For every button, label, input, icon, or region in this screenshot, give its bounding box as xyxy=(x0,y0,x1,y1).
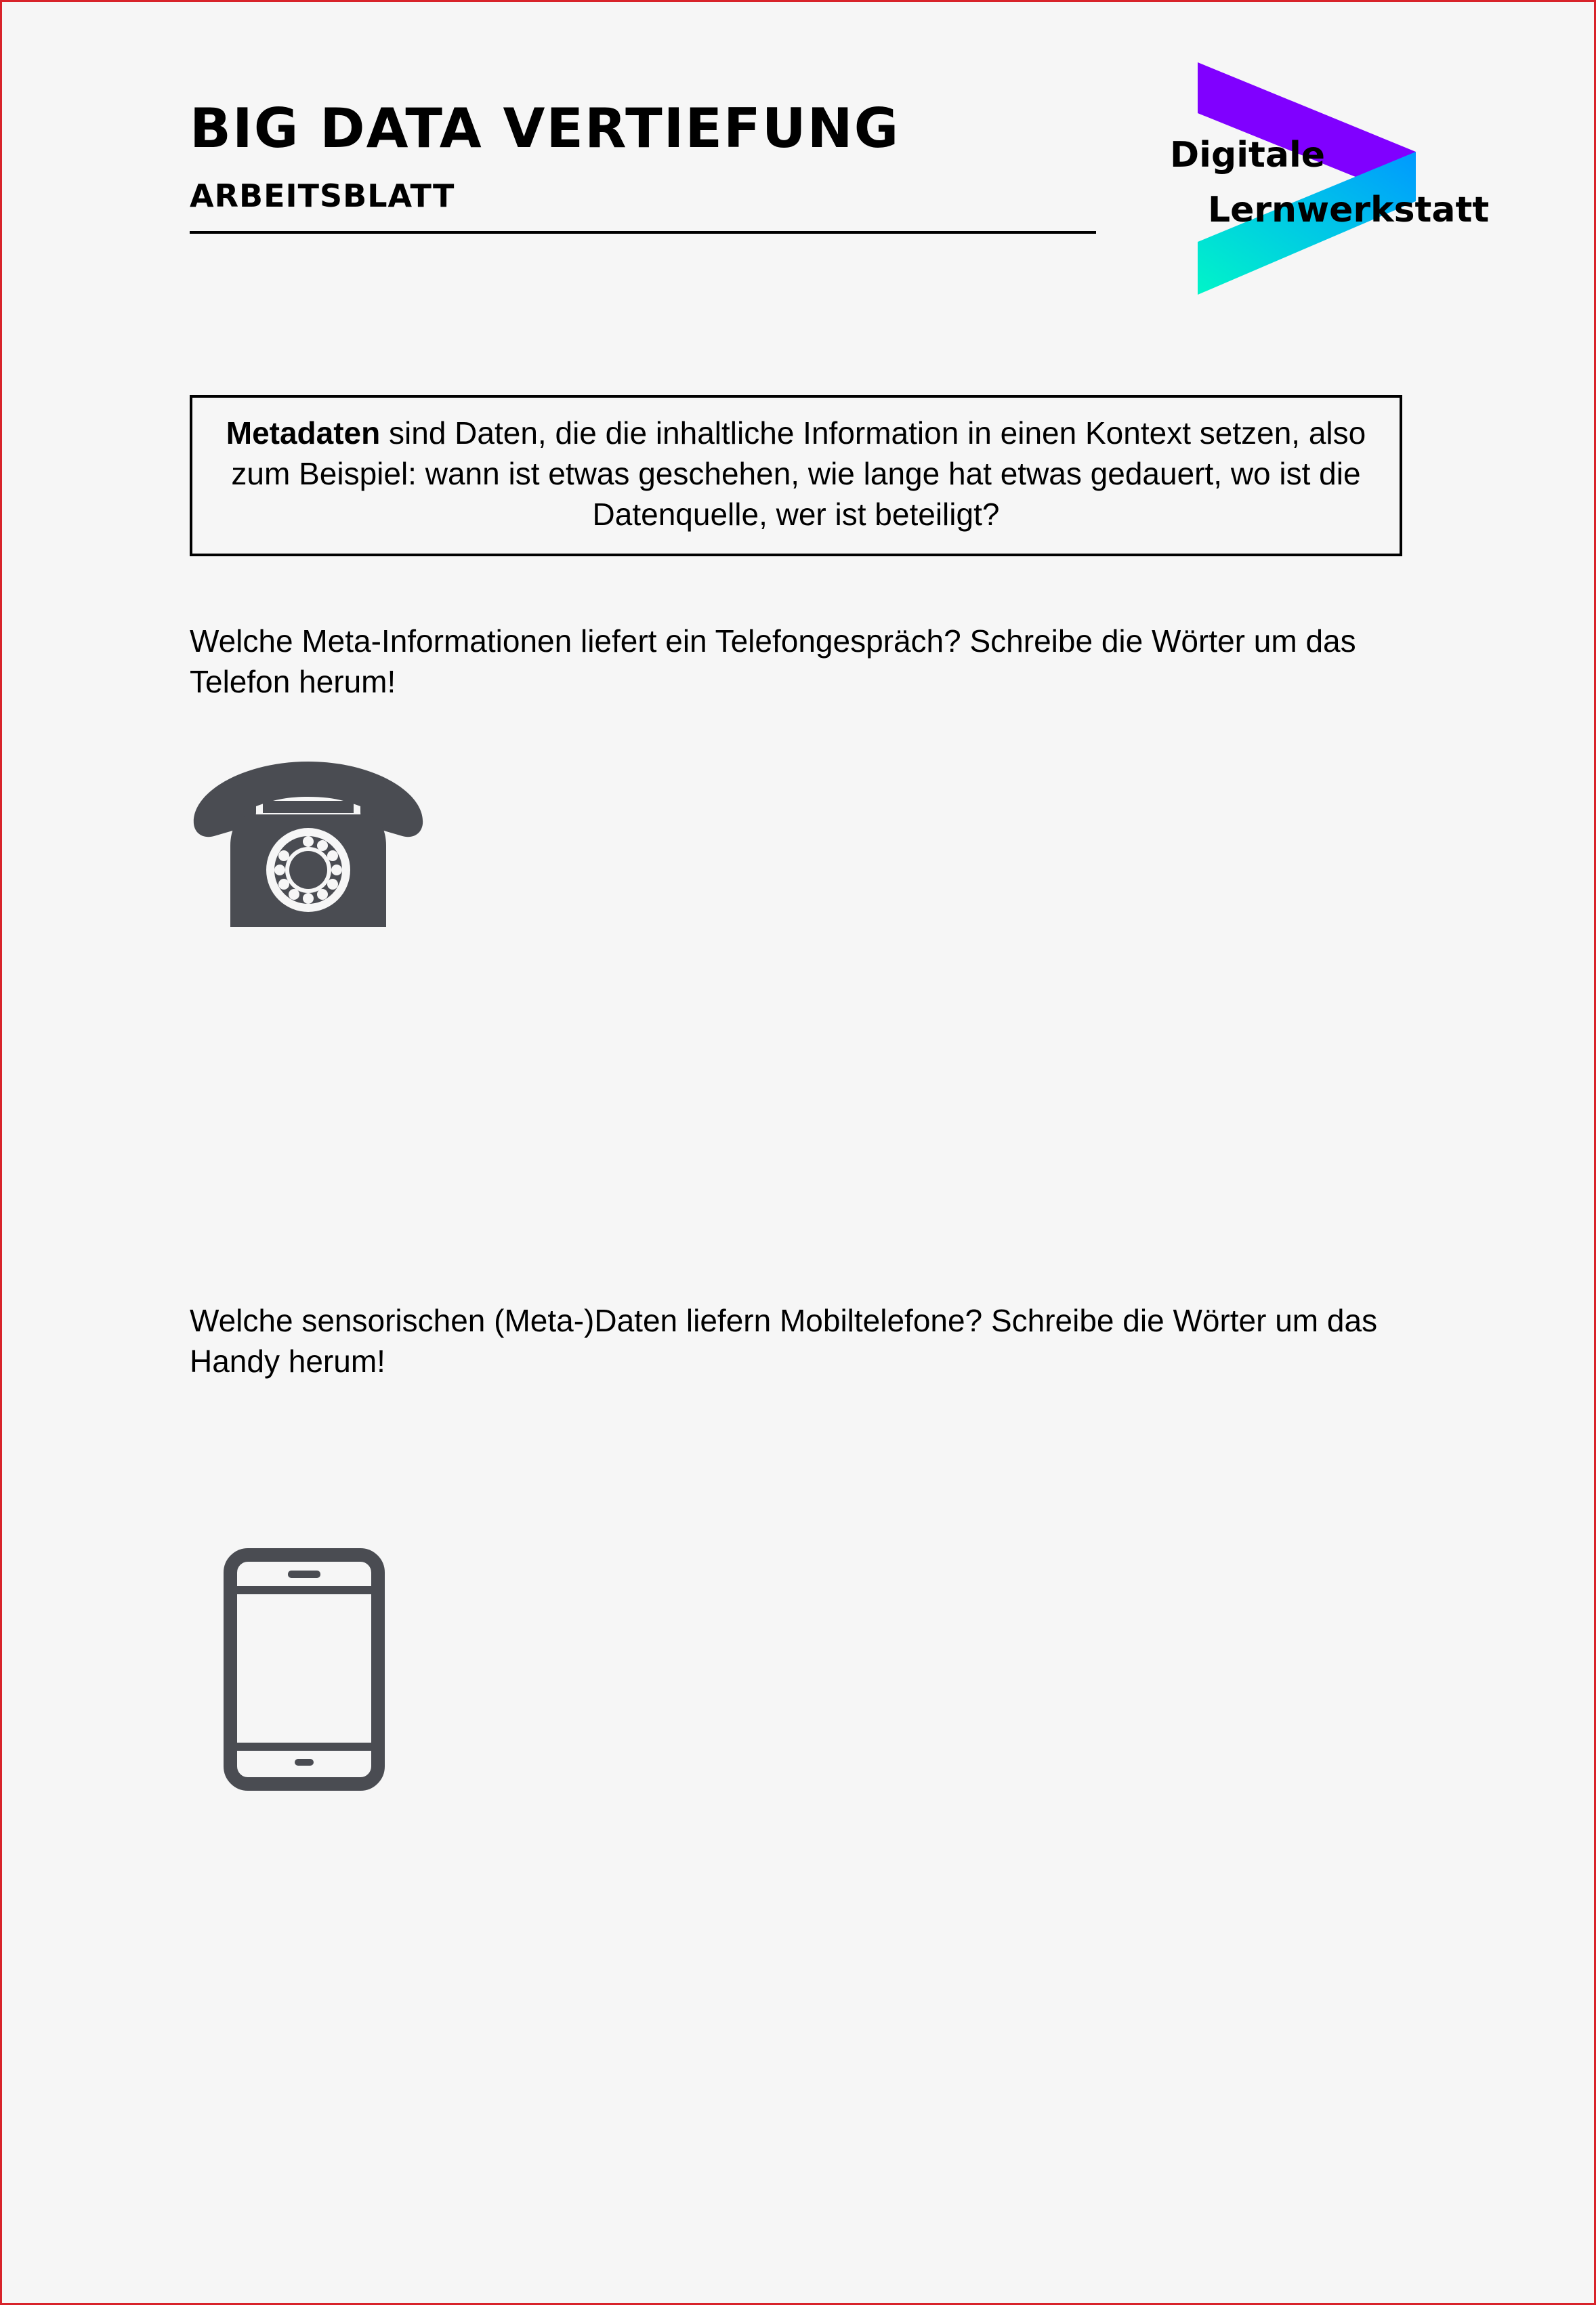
title-divider xyxy=(190,231,1096,234)
definition-text: sind Daten, die die inhaltliche Information in einen Kontext setzen, also zum Beispiel: wann ist etwas geschehen, wie lange hat etwas gedauert, wo ist die Datenquelle, wer ist beteiligt? xyxy=(231,415,1366,532)
definition-term: Metadaten xyxy=(226,415,381,451)
telephone-icon xyxy=(188,759,428,927)
definition-box xyxy=(190,395,1402,556)
logo-text-lernwerkstatt: Lernwerkstatt xyxy=(1208,190,1490,230)
logo-chevron-icon xyxy=(1165,61,1470,298)
question-mobile: Welche sensorischen (Meta-)Daten liefern Mobiltelefone? Schreibe die Wörter um das Handy herum! xyxy=(190,1303,1378,1379)
page-title: BIG DATA VERTIEFUNG xyxy=(190,97,900,160)
digitale-lernwerkstatt-logo xyxy=(1165,61,1490,298)
mobile-phone-icon xyxy=(224,1548,385,1791)
page-subtitle: ARBEITSBLATT xyxy=(190,178,455,214)
logo-text-digitale: Digitale xyxy=(1170,135,1326,175)
question-telephone: Welche Meta-Informationen liefert ein Telefongespräch? Schreibe die Wörter um das Telefon herum! xyxy=(190,623,1356,699)
